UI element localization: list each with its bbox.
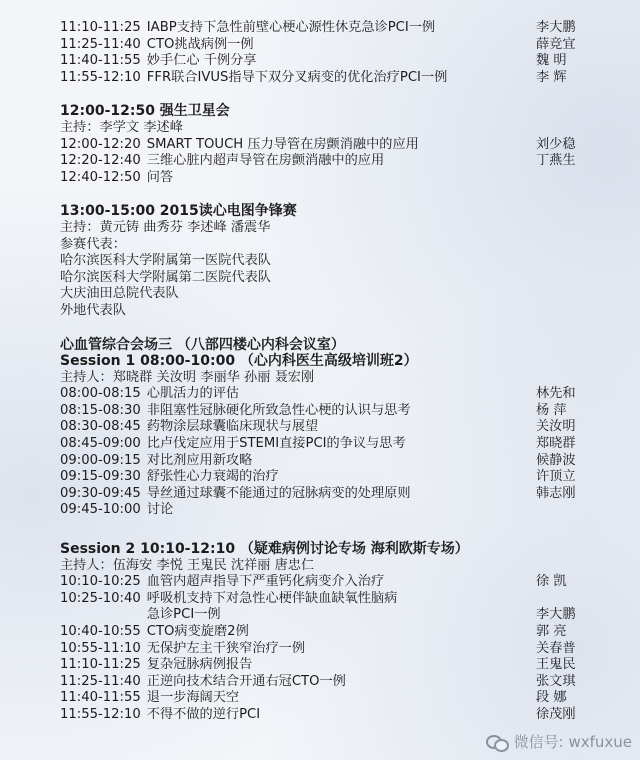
session1-items [60,386,588,519]
time-slot: 09:45-10:00 [60,502,141,518]
wechat-watermark [486,731,632,752]
talk-title: 心肌活力的评估 [146,386,240,402]
time-slot: 09:00-09:15 [60,452,141,468]
talk-title: 导丝通过球囊不能通过的冠脉病变的处理原则 [146,485,411,501]
talk-title: 舒张性心力衰竭的治疗 [146,469,279,485]
time-slot: 10:25-10:40 [60,590,141,606]
ecg-reps-label: 参赛代表： [60,236,126,252]
team-item: 哈尔滨医科大学附属第一医院代表队 [60,253,271,269]
venue-heading: 心血管综合会场三 （八部四楼心内科会议室） [60,336,345,353]
speaker-name: 杨 萍 [536,402,567,418]
speaker-name: 郭 亮 [536,624,567,639]
speaker-name: 段 娜 [536,690,567,706]
schedule-row [60,419,588,436]
session2-items [60,574,588,723]
schedule-row [60,453,588,470]
schedule-row [60,502,588,519]
ecg-heading: 13:00-15:00 2015读心电图争锋赛 [60,203,297,220]
time-slot: 11:10-11:25 [60,657,141,673]
speaker-name: 韩志刚 [536,485,576,501]
talk-title: 三维心脏内超声导管在房颤消融中的应用 [146,153,385,169]
schedule-row [60,70,588,87]
talk-title: FFR联合IVUS指导下双分叉病变的优化治疗PCI一例 [146,69,448,85]
speaker-name: 薛竞宜 [536,36,576,52]
ecg-team-list [60,253,588,319]
schedule-row [60,386,588,403]
speaker-name: 王鬼民 [536,657,576,673]
satellite-host: 主持：李学文 李述峰 [60,119,183,135]
time-slot: 10:55-11:10 [60,640,141,656]
watermark-text: 微信号: wxfuxue [513,733,632,751]
team-item: 外地代表队 [60,302,126,318]
talk-title: IABP支持下急性前壁心梗心源性休克急诊PCI一例 [146,20,436,35]
talk-title: 退一步海阔天空 [146,690,240,706]
time-slot: 08:30-08:45 [60,419,141,435]
wechat-icon [486,733,508,751]
schedule-row [60,469,588,486]
speaker-name: 徐茂刚 [536,706,576,722]
talk-title: SMART TOUCH 压力导管在房颤消融中的应用 [146,136,419,152]
schedule-row [60,641,588,658]
speaker-name: 关春普 [536,640,576,656]
talk-title: 复杂冠脉病例报告 [146,657,253,673]
time-slot: 12:40-12:50 [60,169,141,185]
satellite-items [60,137,588,187]
time-slot: 08:00-08:15 [60,386,141,402]
time-slot: 08:45-09:00 [60,436,141,452]
talk-title: 问答 [146,169,174,185]
schedule-row [60,574,588,591]
time-slot: 10:40-10:55 [60,624,141,639]
speaker-name: 许顶立 [536,469,576,485]
talk-title: 呼吸机支持下对急性心梗伴缺血缺氧性脑病 [146,590,398,606]
schedule-row [60,436,588,453]
time-slot: 09:15-09:30 [60,469,141,485]
schedule-row [60,690,588,707]
talk-title: 妙手仁心 千例分享 [146,53,257,69]
time-slot: 11:10-11:25 [60,20,141,35]
speaker-name: 候静波 [536,452,576,468]
talk-title: 讨论 [146,502,174,518]
time-slot: 09:30-09:45 [60,485,141,501]
time-slot: 11:25-11:40 [60,673,141,689]
speaker-name: 李大鹏 [536,607,576,623]
talk-title: 急诊PCI一例 [146,607,221,623]
speaker-name [536,591,588,608]
speaker-name: 林先和 [536,386,576,402]
session1-host: 主持人：郑晓群 关汝明 李丽华 孙丽 聂宏刚 [60,369,315,385]
talk-title: CTO挑战病例一例 [146,36,254,52]
speaker-name: 李大鹏 [536,20,576,35]
schedule-row [60,153,588,170]
schedule-row [60,657,588,674]
schedule-row [60,403,588,420]
speaker-name: 张文琪 [536,673,576,689]
speaker-name: 刘少稳 [536,136,576,152]
session2-host: 主持人：伍海安 李悦 王鬼民 沈祥丽 唐忠仁 [60,557,315,573]
talk-title: 无保护左主干狭窄治疗一例 [146,640,306,656]
session-block-morning [60,20,588,86]
speaker-name: 丁燕生 [536,153,576,169]
time-slot: 11:40-11:55 [60,53,141,69]
schedule-row [60,170,588,187]
time-slot: 12:00-12:20 [60,136,141,152]
schedule-row [60,37,588,54]
speaker-name: 魏 明 [536,53,567,69]
schedule-row [60,591,588,608]
speaker-name [536,170,588,187]
talk-title: 正逆向技术结合开通右冠CTO一例 [146,673,346,689]
time-slot: 08:15-08:30 [60,402,141,418]
schedule-row [60,607,588,624]
team-item: 大庆油田总院代表队 [60,286,179,302]
schedule-row [60,674,588,691]
time-slot: 11:25-11:40 [60,36,141,52]
schedule-row [60,707,588,724]
talk-title: 血管内超声指导下严重钙化病变介入治疗 [146,574,385,590]
talk-title: 对比剂应用新攻略 [146,452,253,468]
talk-title: 不得不做的逆行PCI [146,706,261,722]
time-slot: 11:55-12:10 [60,69,141,85]
time-slot: 10:10-10:25 [60,574,141,590]
satellite-heading: 12:00-12:50 强生卫星会 [60,103,230,120]
time-slot: 11:40-11:55 [60,690,141,706]
speaker-name [536,502,588,519]
speaker-name: 李 辉 [536,69,567,85]
time-slot: 12:20-12:40 [60,153,141,169]
session1-heading: Session 1 08:00-10:00 （心内科医生高级培训班2） [60,353,418,370]
schedule-row [60,20,588,37]
schedule-row [60,486,588,503]
session2-heading: Session 2 10:10-12:10 （疑难病例讨论专场 海利欧斯专场） [60,541,469,558]
schedule-row [60,624,588,641]
talk-title: 药物涂层球囊临床现状与展望 [146,419,319,435]
schedule-page [60,20,588,724]
ecg-host: 主持：黄元铸 曲秀芬 李述峰 潘震华 [60,219,271,235]
speaker-name: 关汝明 [536,419,576,435]
schedule-row [60,53,588,70]
schedule-row [60,137,588,154]
speaker-name: 徐 凯 [536,574,567,590]
speaker-name: 郑晓群 [536,436,576,452]
talk-title: 非阻塞性冠脉硬化所致急性心梗的认识与思考 [146,402,411,418]
time-slot: 11:55-12:10 [60,706,141,722]
talk-title: 比卢伐定应用于STEMI直接PCI的争议与思考 [146,436,406,452]
team-item: 哈尔滨医科大学附属第二医院代表队 [60,269,271,285]
talk-title: CTO病变旋磨2例 [146,624,249,639]
